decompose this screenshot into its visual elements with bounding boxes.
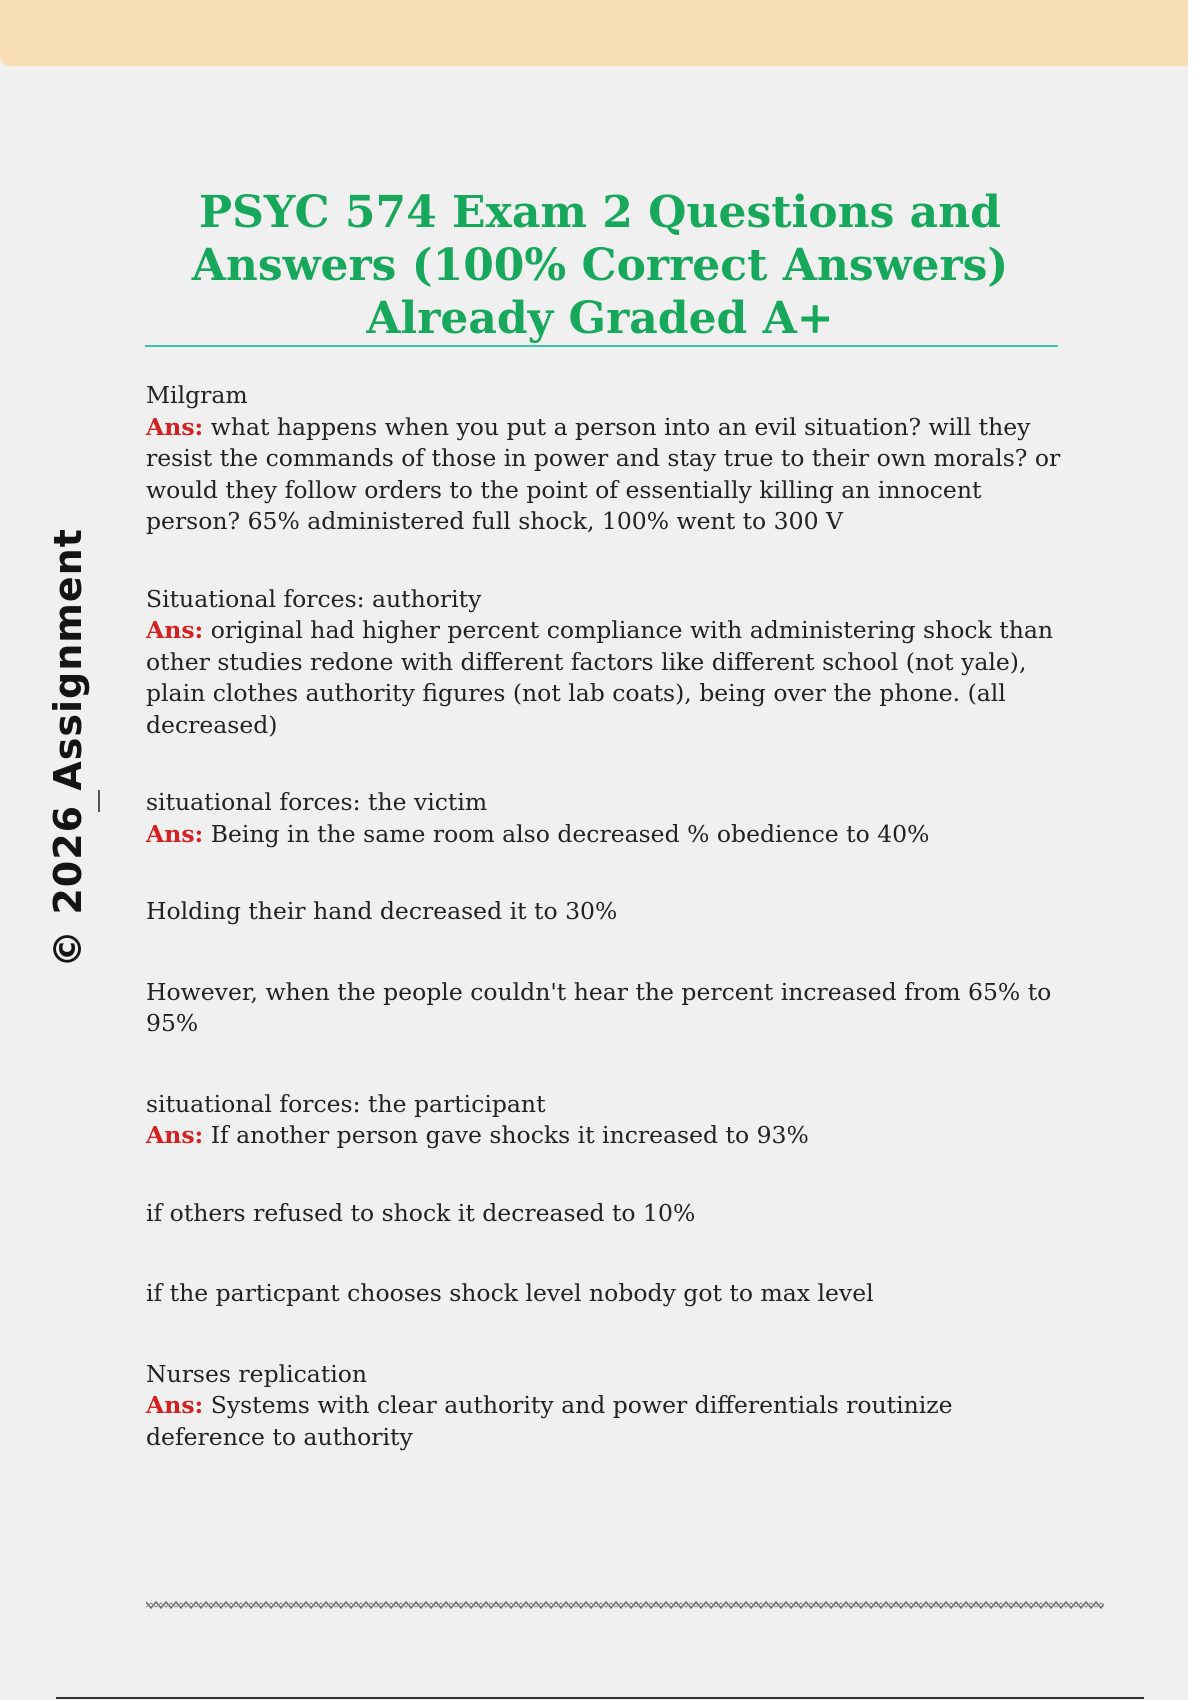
page-edge <box>1188 0 1200 1700</box>
top-banner <box>0 0 1200 66</box>
answer-block <box>146 1120 1061 1152</box>
title-underline <box>145 345 1058 347</box>
answer-block <box>146 819 1061 851</box>
qa-item <box>146 1089 1061 1152</box>
qa-item <box>146 787 1061 850</box>
ans-label: Ans: <box>146 1391 204 1419</box>
question-text: Nurses replication <box>146 1359 368 1388</box>
answer-note: if the particpant chooses shock level nobody got to max level <box>146 1279 874 1307</box>
answer-text: what happens when you put a person into an evil situation? will they resist the commands of those in power and stay true to their own morals? or would they follow orders to the point of essentially killing an innocent person? 65% administered full shock, 100% went to 300 V <box>146 412 1061 535</box>
ans-label: Ans: <box>146 819 204 848</box>
answer-text: Systems with clear authority and power differentials routinize deference to authority <box>146 1391 953 1451</box>
question-text: situational forces: the victim <box>146 788 488 816</box>
question-text: Milgram <box>146 381 248 409</box>
qa-list <box>146 380 1061 1499</box>
ans-label: Ans: <box>146 616 204 644</box>
answer-note: Holding their hand decreased it to 30% <box>146 897 618 925</box>
answer-text: original had higher percent compliance with administering shock than other studies redone with different factors like different school (not yale), plain clothes authority figures (not lab coats), being over the phone. (all decreased) <box>146 616 1053 739</box>
ans-label: Ans: <box>146 1121 204 1149</box>
question-text: Situational forces: authority <box>146 584 482 613</box>
answer-text: If another person gave shocks it increased to 93% <box>210 1121 809 1149</box>
answer-block <box>146 1390 1061 1453</box>
answer-block <box>146 615 1061 741</box>
ans-label: Ans: <box>146 412 204 441</box>
answer-text: Being in the same room also decreased % obedience to 40% <box>210 819 930 848</box>
answer-note: However, when the people couldn't hear the percent increased from 65% to 95% <box>146 977 1052 1037</box>
watermark-tick <box>98 790 100 812</box>
qa-item <box>146 380 1061 538</box>
bottom-rule <box>56 1697 1144 1699</box>
answer-note: if others refused to shock it decreased to 10% <box>146 1198 696 1227</box>
answer-block <box>146 412 1061 538</box>
page-title: PSYC 574 Exam 2 Questions and Answers (100% Correct Answers) Already Graded A+ <box>191 187 1009 344</box>
zigzag-divider <box>146 1598 1104 1612</box>
qa-item <box>146 584 1061 742</box>
side-watermark: © 2026 Assignment <box>46 528 90 968</box>
qa-item <box>146 1359 1061 1454</box>
question-text: situational forces: the participant <box>146 1089 546 1118</box>
